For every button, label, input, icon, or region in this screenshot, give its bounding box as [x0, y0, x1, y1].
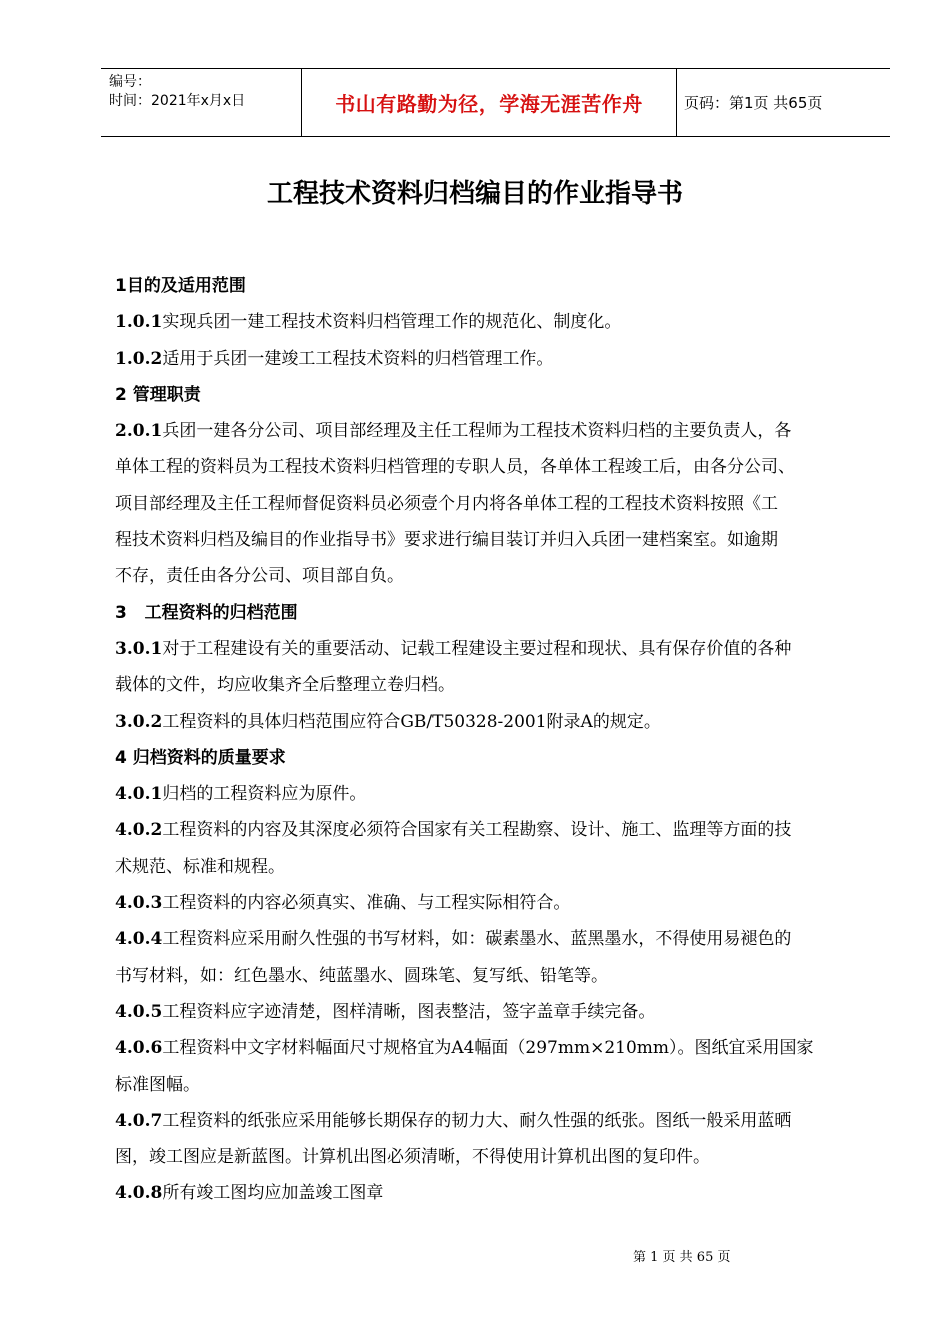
line-text: 实现兵团一建工程技术资料归档管理工作的规范化、制度化。 — [162, 312, 622, 333]
section-heading — [115, 740, 890, 776]
line-text: 载体的文件，均应收集齐全后整理立卷归档。 — [115, 675, 455, 696]
clause-number: 2 — [115, 384, 127, 405]
document-time-label: 时间：2021年x月x日 — [109, 93, 246, 109]
paragraph-line — [115, 486, 890, 522]
paragraph-line — [115, 812, 890, 848]
document-body — [115, 268, 890, 1212]
line-text: 工程资料的纸张应采用能够长期保存的韧力大、耐久性强的纸张。图纸一般采用蓝晒 — [162, 1110, 792, 1131]
line-text: 工程资料应字迹清楚，图样清晰，图表整洁，签字盖章手续完备。 — [162, 1001, 656, 1022]
line-text: 兵团一建各分公司、项目部经理及主任工程师为工程技术资料归档的主要负责人，各 — [162, 421, 792, 442]
paragraph-line — [115, 1030, 890, 1066]
paragraph-line — [115, 994, 890, 1030]
line-text: 工程资料的具体归档范围应符合GB/T50328-2001附录A的规定。 — [162, 711, 661, 732]
clause-number: 1.0.1 — [115, 312, 163, 333]
line-text: 工程资料应采用耐久性强的书写材料，如：碳素墨水、蓝黑墨水，不得使用易褪色的 — [162, 929, 792, 950]
paragraph-line — [115, 921, 890, 957]
paragraph-line — [115, 1175, 890, 1211]
paragraph-line — [115, 1067, 890, 1103]
line-text: 工程资料中文字材料幅面尺寸规格宜为A4幅面（297mm×210mm）。图纸宜采用国家 — [162, 1038, 814, 1059]
clause-number: 2.0.1 — [115, 421, 163, 442]
paragraph-line — [115, 958, 890, 994]
header-page-code: 页码：第1页 共65页 — [684, 94, 823, 112]
line-text: 管理职责 — [126, 384, 201, 405]
clause-number: 4.0.1 — [115, 784, 163, 805]
document-title: 工程技术资料归档编目的作业指导书 — [266, 179, 683, 209]
document-code-label: 编号： — [109, 74, 151, 90]
clause-number: 4.0.6 — [115, 1038, 163, 1059]
paragraph-line — [115, 885, 890, 921]
paragraph-line — [115, 849, 890, 885]
clause-number: 4.0.8 — [115, 1183, 163, 1204]
line-text: 归档的工程资料应为原件。 — [162, 784, 367, 805]
clause-number: 4.0.4 — [115, 929, 163, 950]
line-text: 单体工程的资料员为工程技术资料归档管理的专职人员，各单体工程竣工后，由各分公司、 — [115, 457, 795, 478]
line-text: 对于工程建设有关的重要活动、记载工程建设主要过程和现状、具有保存价值的各种 — [162, 638, 792, 659]
line-text: 书写材料，如：红色墨水、纯蓝墨水、圆珠笔、复写纸、铅笔等。 — [115, 965, 608, 986]
clause-number: 4.0.5 — [115, 1001, 163, 1022]
clause-number: 4.0.2 — [115, 820, 163, 841]
clause-number: 3 — [115, 602, 127, 623]
clause-number: 3.0.1 — [115, 638, 163, 659]
paragraph-line — [115, 1103, 890, 1139]
clause-number: 4 — [115, 747, 127, 768]
page-header — [101, 68, 890, 137]
header-page-cell — [676, 69, 890, 136]
line-text: 标准图幅。 — [115, 1074, 200, 1095]
line-text: 适用于兵团一建竣工工程技术资料的归档管理工作。 — [162, 348, 554, 369]
line-text: 工程资料的内容及其深度必须符合国家有关工程勘察、设计、施工、监理等方面的技 — [162, 820, 792, 841]
line-text: 工程资料的内容必须真实、准确、与工程实际相符合。 — [162, 893, 571, 914]
clause-number: 3.0.2 — [115, 711, 163, 732]
paragraph-line — [115, 667, 890, 703]
paragraph-line — [115, 304, 890, 340]
paragraph-line — [115, 341, 890, 377]
section-heading — [115, 268, 890, 304]
clause-number: 4.0.3 — [115, 893, 163, 914]
line-text: 不存，责任由各分公司、项目部自负。 — [115, 566, 404, 587]
paragraph-line — [115, 631, 890, 667]
line-text: 项目部经理及主任工程师督促资料员必须壹个月内将各单体工程的工程技术资料按照《工 — [115, 493, 778, 514]
line-text: 所有竣工图均应加盖竣工图章 — [162, 1183, 384, 1204]
line-text: 归档资料的质量要求 — [126, 747, 286, 768]
paragraph-line — [115, 522, 890, 558]
clause-number: 1.0.2 — [115, 348, 163, 369]
clause-number: 4.0.7 — [115, 1110, 163, 1131]
paragraph-line — [115, 558, 890, 594]
line-text: 工程资料的归档范围 — [126, 602, 298, 623]
line-text: 图，竣工图应是新蓝图。计算机出图必须清晰，不得使用计算机出图的复印件。 — [115, 1147, 710, 1168]
section-heading — [115, 595, 890, 631]
paragraph-line — [115, 704, 890, 740]
line-text: 程技术资料归档及编目的作业指导书》要求进行编目装订并归入兵团一建档案室。如逾期 — [115, 530, 778, 551]
section-heading — [115, 377, 890, 413]
header-motto: 书山有路勤为径，学海无涯苦作舟 — [335, 92, 643, 116]
header-motto-cell — [301, 69, 677, 136]
paragraph-line — [115, 1139, 890, 1175]
paragraph-line — [115, 413, 890, 449]
header-meta — [101, 69, 301, 136]
footer-page-number: 第 1 页 共 65 页 — [633, 1250, 731, 1265]
paragraph-line — [115, 449, 890, 485]
line-text: 目的及适用范围 — [126, 276, 246, 296]
clause-number: 1 — [115, 276, 127, 296]
paragraph-line — [115, 776, 890, 812]
line-text: 术规范、标准和规程。 — [115, 856, 285, 877]
